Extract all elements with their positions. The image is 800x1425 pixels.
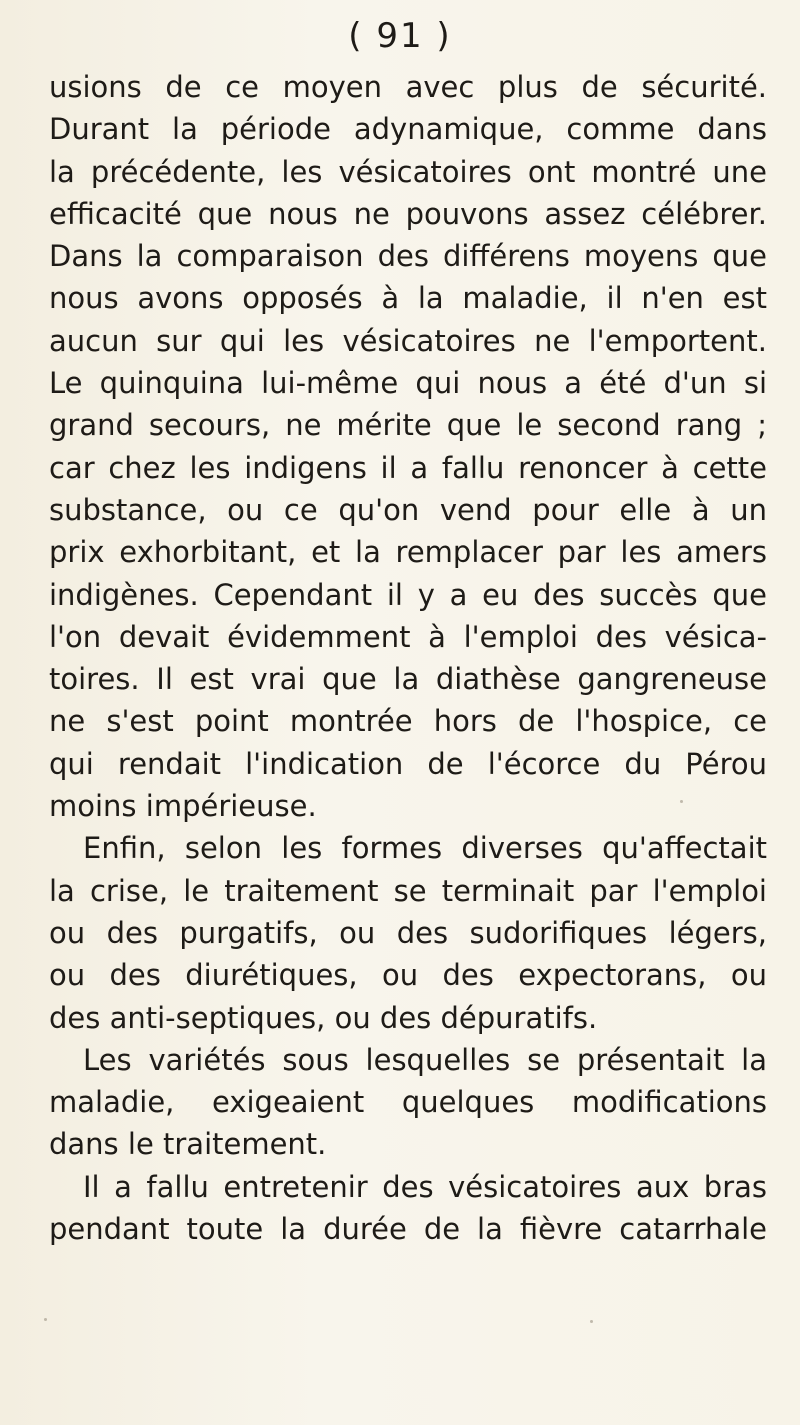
text-line: la crise, le traitement se terminait par l'emploi bbox=[49, 873, 767, 908]
text-line: indigènes. Cependant il y a eu des succès que bbox=[49, 577, 767, 612]
text-line: toires. Il est vrai que la diathèse gangreneuse bbox=[49, 662, 767, 697]
text-line: Le quinquina lui-même qui nous a été d'un si bbox=[49, 366, 767, 401]
text-line: efficacité que nous ne pouvons assez célébrer. bbox=[49, 196, 767, 231]
text-line: Les variétés sous lesquelles se présentait la bbox=[83, 1042, 767, 1077]
text-line: usions de ce moyen avec plus de sécurité. bbox=[49, 70, 767, 104]
paper-speck bbox=[44, 1318, 47, 1321]
text-line: Enfin, selon les formes diverses qu'affectait bbox=[83, 831, 767, 866]
text-line: ou des purgatifs, ou des sudorifiques légers, bbox=[49, 915, 767, 950]
paper-speck bbox=[680, 800, 683, 803]
text-line: l'on devait évidemment à l'emploi des vésica- bbox=[49, 619, 767, 654]
text-line: la précédente, les vésicatoires ont montré une bbox=[49, 154, 767, 189]
text-line: ou des diurétiques, ou des expectorans, ou bbox=[49, 958, 767, 993]
text-line: Il a fallu entretenir des vésicatoires aux bras bbox=[83, 1169, 767, 1204]
text-line: Durant la période adynamique, comme dans bbox=[49, 112, 767, 147]
text-line: des anti-septiques, ou des dépuratifs. bbox=[49, 1000, 598, 1035]
text-line: ne s'est point montrée hors de l'hospice, ce bbox=[49, 704, 767, 739]
text-line: substance, ou ce qu'on vend pour elle à un bbox=[49, 492, 767, 527]
text-line: pendant toute la durée de la fièvre catarrhale bbox=[49, 1212, 767, 1247]
text-line: car chez les indigens il a fallu renoncer à cette bbox=[49, 450, 767, 485]
body-text bbox=[49, 66, 767, 1250]
text-line: grand secours, ne mérite que le second rang ; bbox=[49, 408, 767, 443]
paper-speck bbox=[590, 1320, 593, 1323]
text-line: nous avons opposés à la maladie, il n'en est bbox=[49, 281, 767, 316]
page-number: ( 91 ) bbox=[348, 16, 452, 56]
text-line: dans le traitement. bbox=[49, 1127, 327, 1162]
text-line: qui rendait l'indication de l'écorce du Pérou bbox=[49, 746, 767, 781]
text-line: maladie, exigeaient quelques modifications bbox=[49, 1085, 767, 1120]
text-line: Dans la comparaison des différens moyens que bbox=[49, 239, 767, 274]
text-line: aucun sur qui les vésicatoires ne l'emportent. bbox=[49, 323, 767, 358]
text-line: prix exhorbitant, et la remplacer par les amers bbox=[49, 535, 767, 570]
text-line: moins impérieuse. bbox=[49, 789, 317, 824]
